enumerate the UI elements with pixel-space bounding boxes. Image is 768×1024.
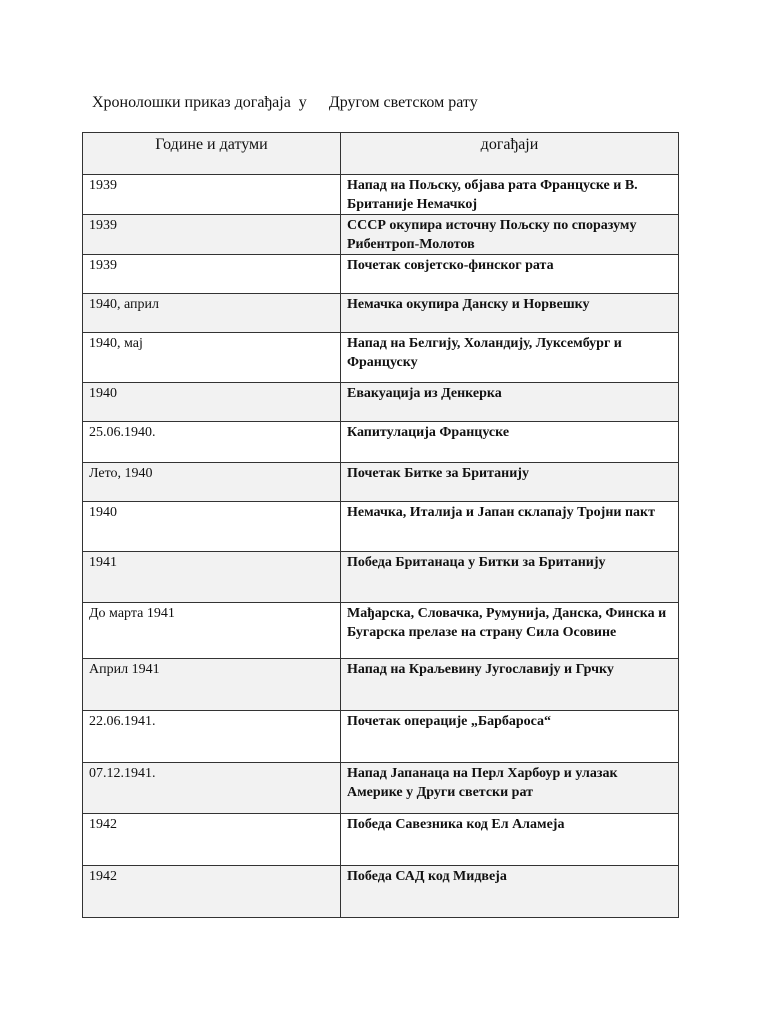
table-row <box>83 463 679 502</box>
event-cell: Почетак Битке за Британију <box>341 463 679 502</box>
event-cell: Победа Савезника код Ел Аламеја <box>341 814 679 866</box>
table-row <box>83 333 679 383</box>
event-cell: Капитулација Француске <box>341 422 679 463</box>
event-cell: СССР окупира источну Пољску по споразуму Рибентроп-Молотов <box>341 215 679 255</box>
date-cell: 1941 <box>83 552 341 603</box>
table-row <box>83 763 679 814</box>
date-cell: 1940 <box>83 383 341 422</box>
date-cell: 1939 <box>83 215 341 255</box>
table-row <box>83 422 679 463</box>
date-cell: 1942 <box>83 866 341 918</box>
header-events: догађаји <box>341 133 679 175</box>
document-title-part-1: Хронолошки приказ догађаја у <box>92 94 307 111</box>
event-cell: Немачка, Италија и Јапан склапају Тројни пакт <box>341 502 679 552</box>
date-cell: До марта 1941 <box>83 603 341 659</box>
date-cell: Лето, 1940 <box>83 463 341 502</box>
event-cell: Победа Британаца у Битки за Британију <box>341 552 679 603</box>
event-cell: Почетак совјетско-финског рата <box>341 255 679 294</box>
date-cell: 1940 <box>83 502 341 552</box>
event-cell: Почетак операције „Барбароса“ <box>341 711 679 763</box>
table-header-row <box>83 133 679 175</box>
event-cell: Напад на Белгију, Холандију, Луксембург и Француску <box>341 333 679 383</box>
chronology-table <box>82 132 679 918</box>
table-row <box>83 552 679 603</box>
date-cell: 25.06.1940. <box>83 422 341 463</box>
date-cell: 1939 <box>83 175 341 215</box>
table-row <box>83 215 679 255</box>
table-row <box>83 603 679 659</box>
document-title <box>92 93 478 113</box>
table-row <box>83 814 679 866</box>
table-row <box>83 659 679 711</box>
event-cell: Победа САД код Мидвеја <box>341 866 679 918</box>
table-row <box>83 866 679 918</box>
table-row <box>83 711 679 763</box>
table-row <box>83 383 679 422</box>
date-cell: 1940, април <box>83 294 341 333</box>
event-cell: Напад Јапанаца на Перл Харбоур и улазак Америке у Други светски рат <box>341 763 679 814</box>
document-title-part-2: Другом светском рату <box>328 94 478 111</box>
event-cell: Напад на Пољску, објава рата Француске и В. Британије Немачкој <box>341 175 679 215</box>
event-cell: Евакуација из Денкерка <box>341 383 679 422</box>
date-cell: 1939 <box>83 255 341 294</box>
date-cell: 22.06.1941. <box>83 711 341 763</box>
table-row <box>83 294 679 333</box>
date-cell: Април 1941 <box>83 659 341 711</box>
event-cell: Немачка окупира Данску и Норвешку <box>341 294 679 333</box>
date-cell: 1942 <box>83 814 341 866</box>
event-cell: Напад на Краљевину Југославију и Грчку <box>341 659 679 711</box>
table-row <box>83 175 679 215</box>
table-row <box>83 502 679 552</box>
header-dates: Године и датуми <box>83 133 341 175</box>
date-cell: 07.12.1941. <box>83 763 341 814</box>
event-cell: Мађарска, Словачка, Румунија, Данска, Финска и Бугарска прелазе на страну Сила Осовине <box>341 603 679 659</box>
date-cell: 1940, мај <box>83 333 341 383</box>
table-row <box>83 255 679 294</box>
